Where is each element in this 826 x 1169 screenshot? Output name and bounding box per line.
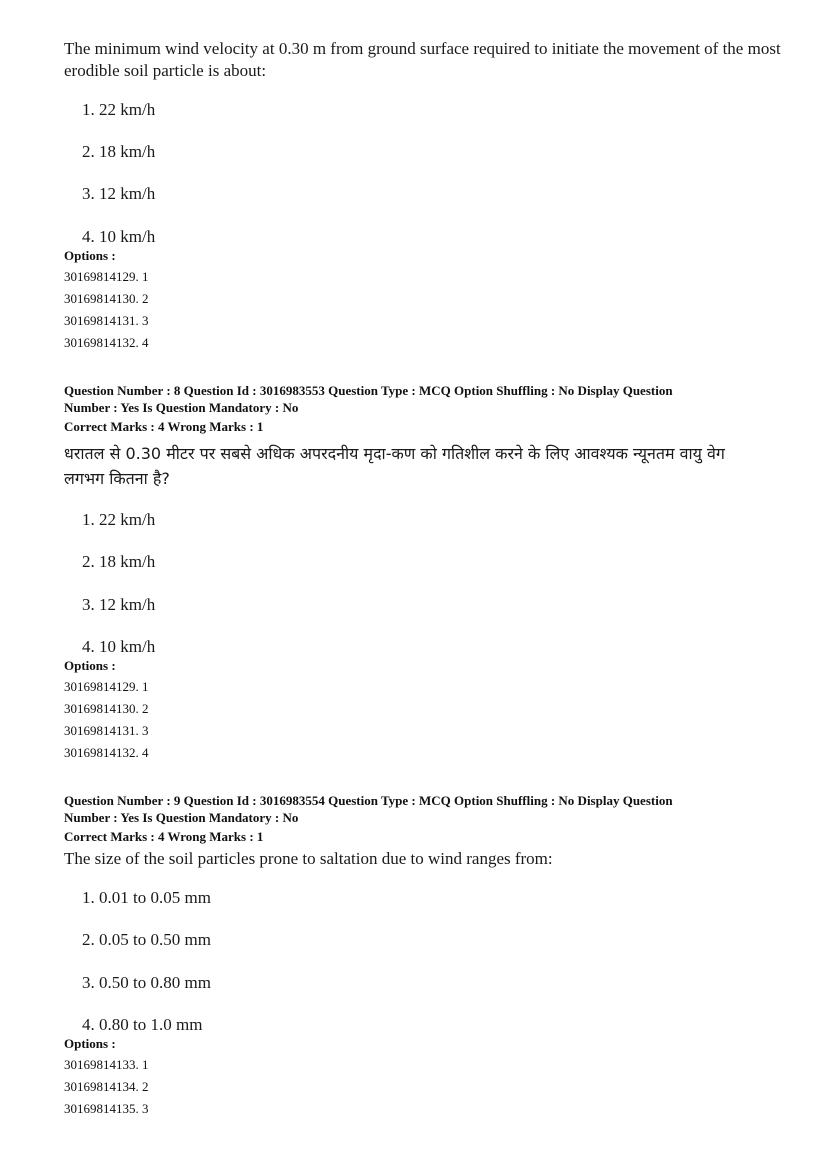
question-7-option-id-3: 30169814131. 3	[64, 313, 149, 328]
question-9-option-id-2: 30169814134. 2	[64, 1079, 149, 1094]
question-7-option-id-1: 30169814129. 1	[64, 269, 149, 284]
question-9-choice-1: 1. 0.01 to 0.05 mm	[82, 888, 211, 907]
question-9-marks: Correct Marks : 4 Wrong Marks : 1	[64, 829, 264, 844]
question-9-choice-4: 4. 0.80 to 1.0 mm	[82, 1015, 203, 1034]
question-8-choice-4: 4. 10 km/h	[82, 637, 156, 656]
question-9-option-id-3: 30169814135. 3	[64, 1101, 149, 1116]
question-9-meta-line-1: Question Number : 9 Question Id : 3016983554 Question Type : MCQ Option Shuffling : No Display Question	[64, 793, 673, 808]
question-8-choice-3: 3. 12 km/h	[82, 595, 156, 614]
question-7-choice-3: 3. 12 km/h	[82, 184, 156, 203]
question-8-meta-line-1: Question Number : 8 Question Id : 3016983553 Question Type : MCQ Option Shuffling : No Display Question	[64, 383, 673, 398]
question-8-option-id-4: 30169814132. 4	[64, 745, 149, 760]
question-8-choice-1: 1. 22 km/h	[82, 510, 156, 529]
question-7-option-id-4: 30169814132. 4	[64, 335, 149, 350]
question-8-option-id-1: 30169814129. 1	[64, 679, 149, 694]
question-7-option-id-2: 30169814130. 2	[64, 291, 149, 306]
question-9-option-id-1: 30169814133. 1	[64, 1057, 149, 1072]
question-8-marks: Correct Marks : 4 Wrong Marks : 1	[64, 419, 264, 434]
question-7-choice-1: 1. 22 km/h	[82, 100, 156, 119]
question-7-choice-4: 4. 10 km/h	[82, 227, 156, 246]
question-8-option-id-3: 30169814131. 3	[64, 723, 149, 738]
question-7-text: The minimum wind velocity at 0.30 m from ground surface required to initiate the movement of the most erodible soil particle is about:	[64, 39, 781, 80]
question-9-options-label: Options :	[64, 1036, 116, 1051]
question-7-options-label: Options :	[64, 248, 116, 263]
question-8-option-id-2: 30169814130. 2	[64, 701, 149, 716]
question-7-choice-2: 2. 18 km/h	[82, 142, 156, 161]
question-8-meta-line-2: Number : Yes Is Question Mandatory : No	[64, 400, 299, 415]
question-8-options-label: Options :	[64, 658, 116, 673]
question-9-choice-2: 2. 0.05 to 0.50 mm	[82, 930, 211, 949]
question-8-text: धरातल से 0.30 मीटर पर सबसे अधिक अपरदनीय मृदा-कण को गतिशील करने के लिए आवश्यक न्यूनतम वायु वेग लगभग कितना है?	[64, 444, 725, 488]
question-9-meta-line-2: Number : Yes Is Question Mandatory : No	[64, 810, 299, 825]
question-9-text: The size of the soil particles prone to saltation due to wind ranges from:	[64, 849, 553, 868]
question-9-choice-3: 3. 0.50 to 0.80 mm	[82, 973, 211, 992]
question-8-choice-2: 2. 18 km/h	[82, 552, 156, 571]
